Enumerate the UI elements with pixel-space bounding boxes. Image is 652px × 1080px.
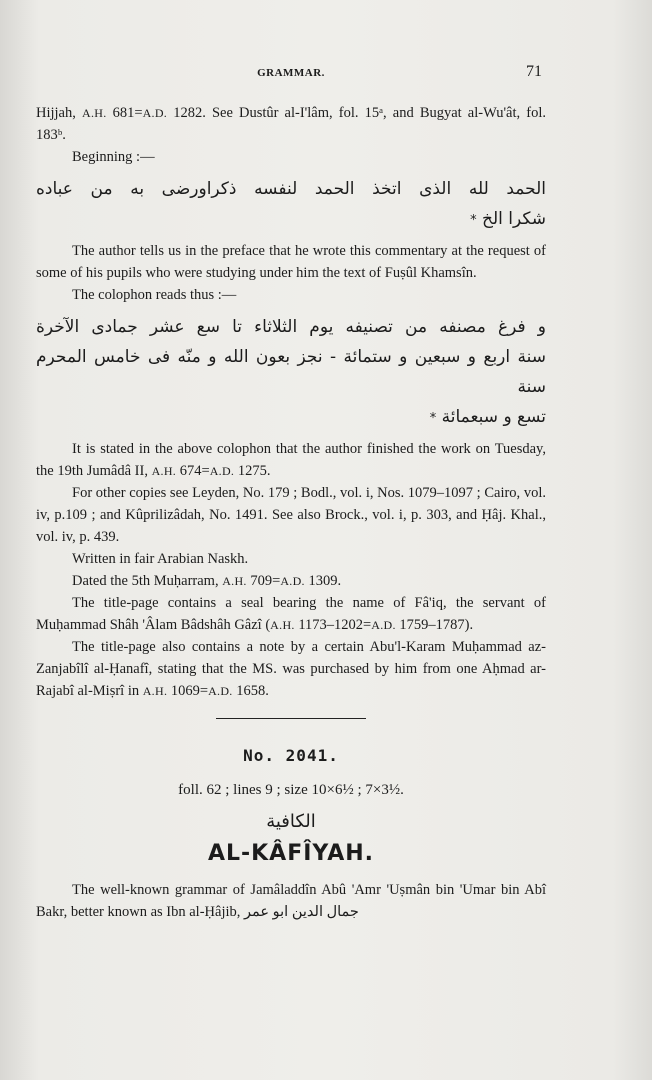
paragraph-script: Written in fair Arabian Naskh. — [72, 551, 249, 567]
paragraph-seal — [36, 592, 546, 636]
text-run: The title-page contains a seal bearing the name of Fâ'iq, the servant of Muḥammad Shâh 'Âlam Bâdshâh Gâzî ( — [36, 595, 546, 633]
arabic-line-text: تسع و سبعمائة — [441, 407, 546, 427]
entry-title: AL-KÂFÎYAH. — [207, 841, 375, 866]
paragraph-hijjah — [36, 102, 546, 146]
entry-body: The well-known grammar of Jamâladdîn Abû 'Amr 'Uṣmân bin 'Umar bin Abî Bakr, better known as Ibn al-Ḥâjib, جمال الدين ابو عمر — [36, 882, 546, 920]
entry-arabic-title: الكافية — [266, 811, 316, 832]
era-abbrev: A.D. — [371, 618, 396, 632]
beginning-label: Beginning :— — [72, 149, 155, 165]
text-run: 1173–1202= — [294, 617, 372, 633]
star-mark: * — [429, 411, 437, 426]
arabic-line-text: شكرا الخ — [481, 209, 546, 229]
text-run: 1275. — [234, 463, 271, 479]
text-run: 1309. — [304, 573, 342, 589]
text-run: 1658. — [232, 683, 269, 699]
era-abbrev: A.D. — [142, 106, 168, 120]
paragraph-preface: The author tells us in the preface that he wrote this commentary at the request of some of his pupils who were studying under him the text of Fuṣûl Khamsîn. — [36, 243, 546, 281]
page-header — [36, 62, 546, 86]
text-run: Hijjah, — [36, 105, 82, 121]
era-abbrev: A.H. — [270, 618, 295, 632]
text-run: Dated the 5th Muḥarram, — [72, 573, 223, 589]
text-run: 1759–1787). — [395, 617, 474, 633]
paragraph-colophon-statement — [36, 438, 546, 482]
entry-meta: foll. 62 ; lines 9 ; size 10×6½ ; 7×3½. — [178, 782, 404, 798]
entry-number: No. 2041. — [243, 746, 339, 765]
paragraph-other-copies: For other copies see Leyden, No. 179 ; Bodl., vol. i, Nos. 1079–1097 ; Cairo, vol. iv, p.109 ; and Kûprilizâdah, No. 1491. See also Brock., vol. i, p. 303, and Ḥâj. Khal., vol. iv, p. 439. — [36, 485, 546, 545]
text-run: 681= — [106, 105, 143, 121]
era-abbrev: A.D. — [208, 684, 233, 698]
colophon-label: The colophon reads thus :— — [72, 287, 237, 303]
text-run: 674= — [176, 463, 210, 479]
text-run: 1069= — [167, 683, 209, 699]
era-abbrev: A.H. — [142, 684, 168, 698]
era-abbrev: A.D. — [209, 464, 235, 478]
star-mark: * — [470, 213, 477, 228]
arabic-line — [36, 402, 546, 434]
arabic-colophon-quote — [36, 312, 546, 434]
era-abbrev: A.D. — [280, 574, 305, 588]
section-divider — [216, 718, 366, 719]
running-title: GRAMMAR. — [257, 67, 325, 79]
era-abbrev: A.H. — [151, 464, 177, 478]
arabic-line — [36, 204, 546, 236]
text-run: 709= — [246, 573, 281, 589]
arabic-line: سنة اربع و سبعين و ستمائة - نجز بعون الله و منّه فى خامس المحرم سنة — [36, 347, 546, 397]
paragraph-dated — [36, 570, 546, 592]
arabic-line: الحمد لله الذى اتخذ الحمد لنفسه ذكراورضى به من عباده — [36, 179, 546, 199]
text-run: 1282. See Dustûr al-I'lâm, fol. 15ᵃ, and Bugyat al-Wu'ât, fol. 183ᵇ. — [36, 105, 546, 143]
page-body — [36, 102, 546, 923]
paragraph-note — [36, 636, 546, 702]
page-number: 71 — [526, 63, 542, 80]
arabic-beginning-quote — [36, 174, 546, 236]
era-abbrev: A.H. — [222, 574, 247, 588]
era-abbrev: A.H. — [81, 106, 107, 120]
text-run: It is stated in the above colophon that the author finished the work on Tuesday, the 19th Jumâdâ II, — [36, 441, 546, 479]
text-run: The title-page also contains a note by a certain Abu'l-Karam Muḥammad az-Zanjabîlî al-Ḥanafî, stating that the MS. was purchased by him from one Aḥmad ar-Rajabî al-Miṣrî in — [36, 639, 546, 699]
arabic-line: و فرغ مصنفه من تصنيفه يوم الثلاثاء تا سع عشر جمادى الآخرة — [36, 317, 546, 337]
